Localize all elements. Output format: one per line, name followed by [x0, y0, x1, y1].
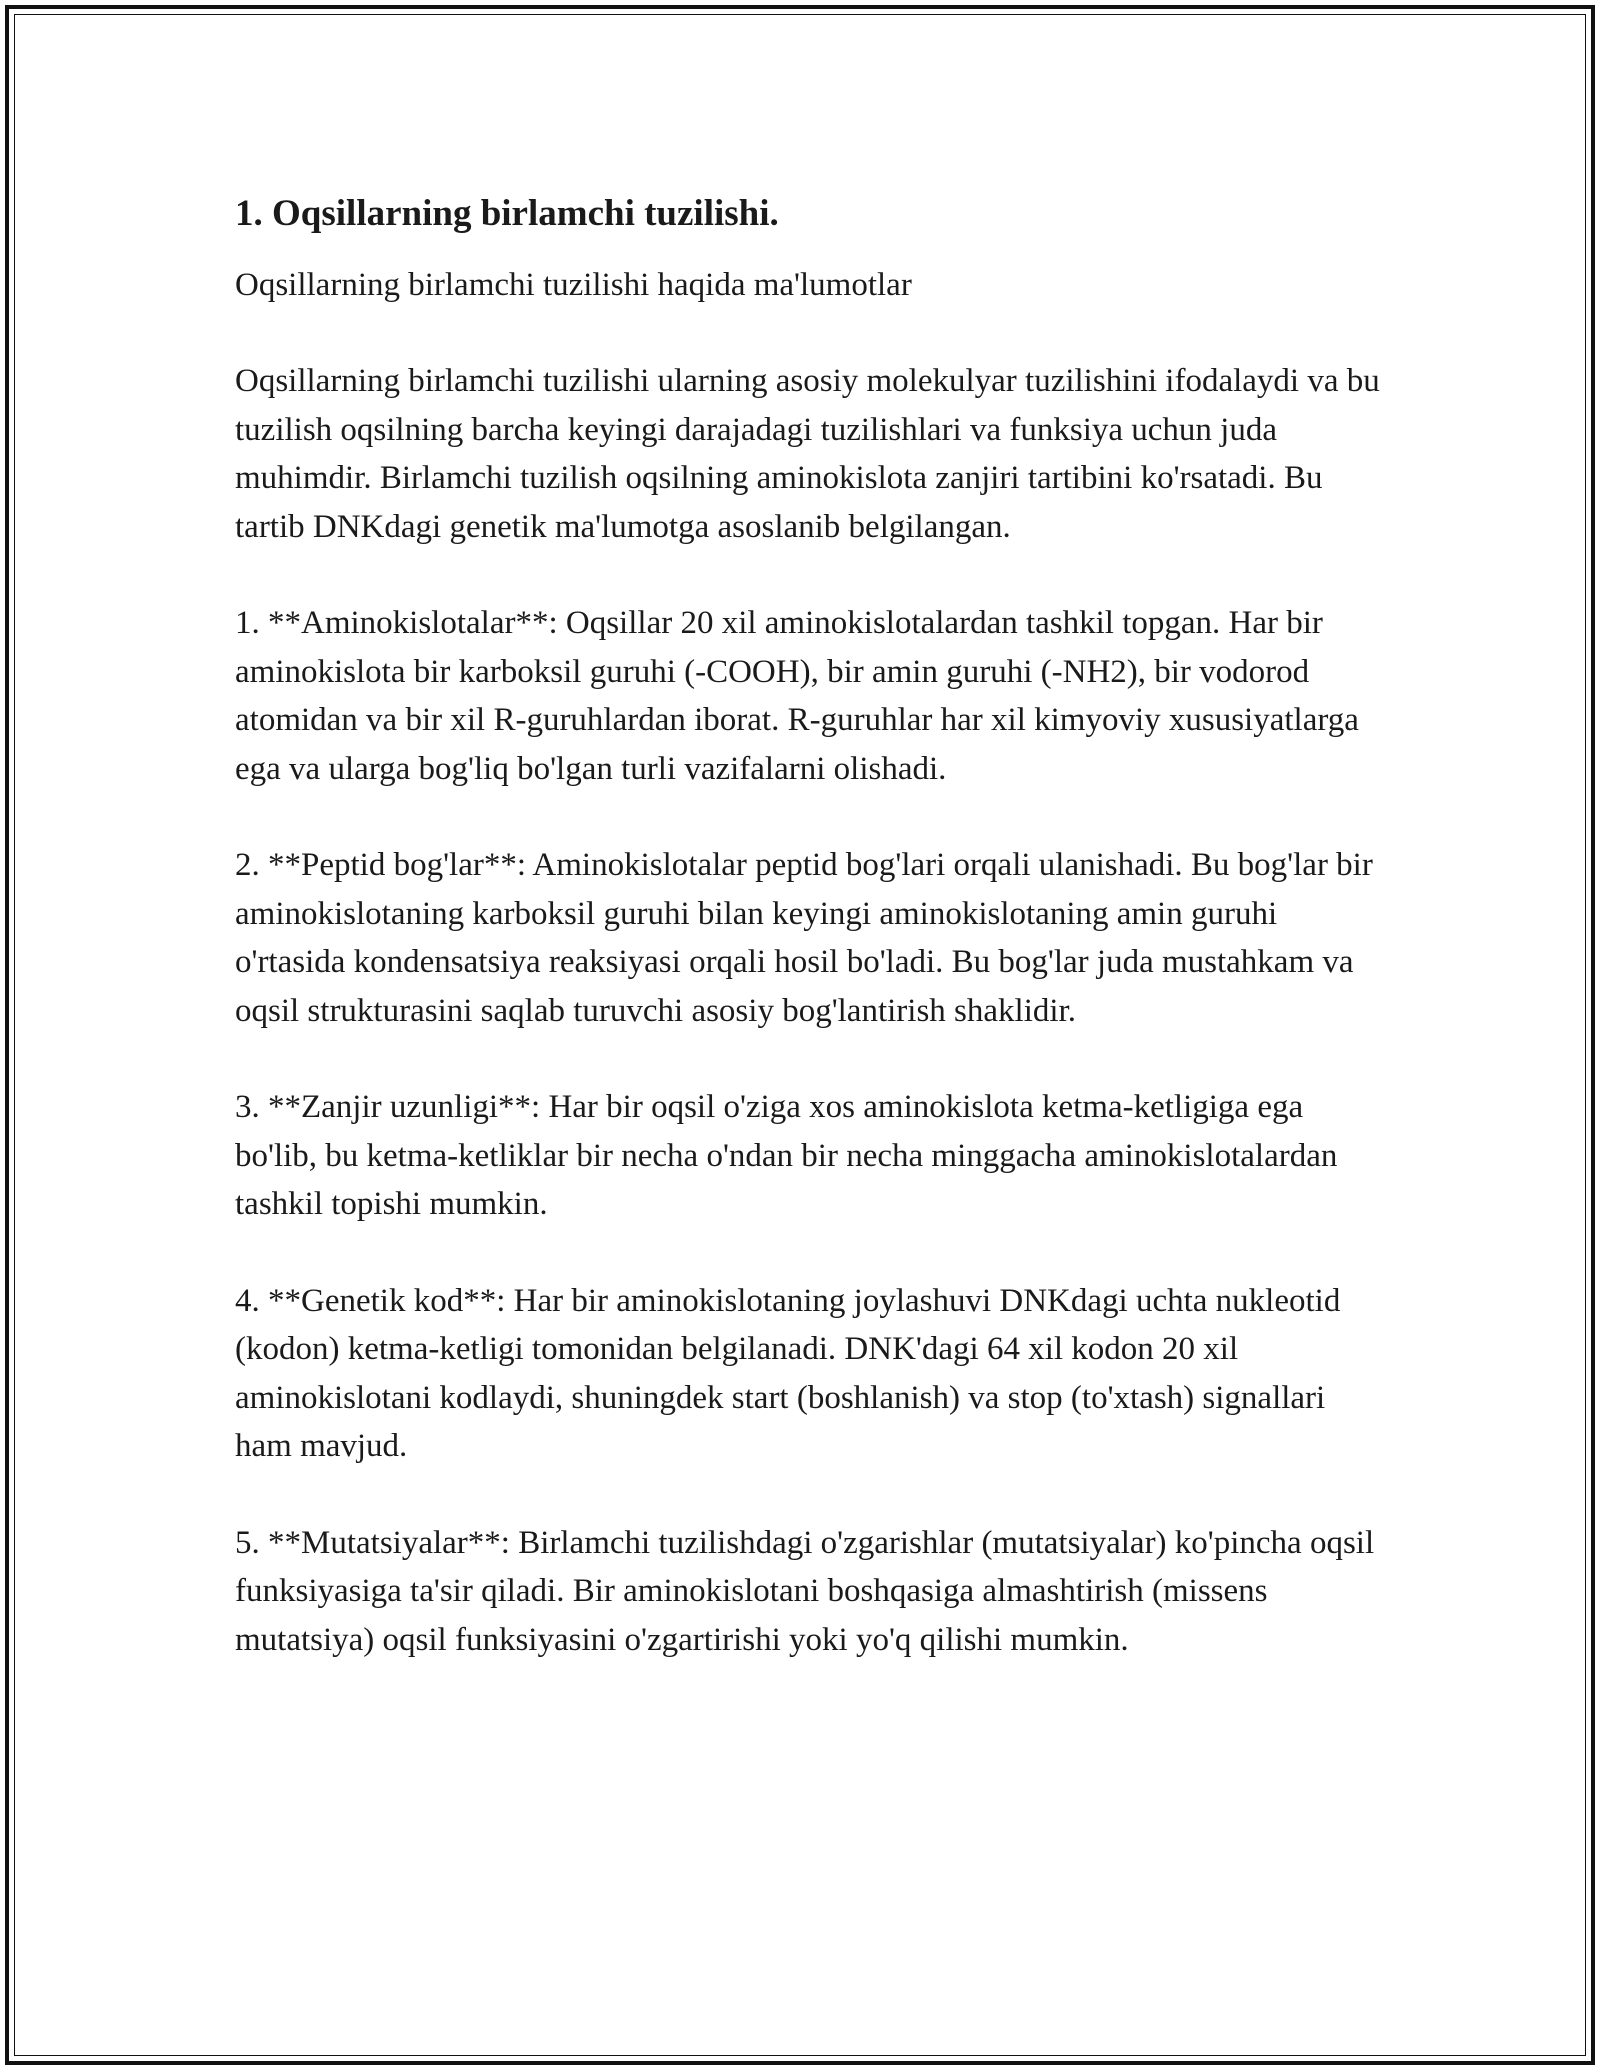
document-body [235, 190, 1385, 1664]
list-item-zanjir-uzunligi: 3. **Zanjir uzunligi**: Har bir oqsil o'ziga xos aminokislota ketma-ketligiga ega bo'lib, bu ketma-ketliklar bir necha o'ndan bir necha minggacha aminokislotalardan tashkil topishi mumkin. [235, 1089, 1338, 1222]
list-item-mutatsiyalar: 5. **Mutatsiyalar**: Birlamchi tuzilishdagi o'zgarishlar (mutatsiyalar) ko'pincha oqsil funksiyasiga ta'sir qiladi. Bir aminokislotani boshqasiga almashtirish (missens mutatsiya) oqsil funksiyasini o'zgartirishi yoki yo'q qilishi mumkin. [235, 1524, 1375, 1658]
list-item-peptid-boglar: 2. **Peptid bog'lar**: Aminokislotalar peptid bog'lari orqali ulanishadi. Bu bog'lar bir aminokislotaning karboksil guruhi bilan keyingi aminokislotaning amin guruhi o'rtasida kondensatsiya reaksiyasi orqali hosil bo'ladi. Bu bog'lar juda mustahkam va oqsil strukturasini saqlab turuvchi asosiy bog'lantirish shaklidir. [235, 847, 1373, 1029]
intro-paragraph: Oqsillarning birlamchi tuzilishi ularning asosiy molekulyar tuzilishini ifodalaydi va bu tuzilish oqsilning barcha keyingi darajadagi tuzilishlari va funksiya uchun juda muhimdir. Birlamchi tuzilish oqsilning aminokislota zanjiri tartibini ko'rsatadi. Bu tartib DNKdagi genetik ma'lumotga asoslanib belgilangan. [235, 363, 1380, 545]
document-subtitle: Oqsillarning birlamchi tuzilishi haqida ma'lumotlar [235, 267, 912, 303]
list-item-genetik-kod: 4. **Genetik kod**: Har bir aminokislotaning joylashuvi DNKdagi uchta nukleotid (kodon) ketma-ketligi tomonidan belgilanadi. DNK'dagi 64 xil kodon 20 xil aminokislotani kodlaydi, shuningdek start (boshlanish) va stop (to'xtash) signallari ham mavjud. [235, 1282, 1341, 1464]
document-title: 1. Oqsillarning birlamchi tuzilishi. [235, 193, 779, 234]
list-item-aminokislotalar: 1. **Aminokislotalar**: Oqsillar 20 xil aminokislotalardan tashkil topgan. Har bir aminokislota bir karboksil guruhi (-COOH), bir amin guruhi (-NH2), bir vodorod atomidan va bir xil R-guruhlardan iborat. R-guruhlar har xil kimyoviy xususiyatlarga ega va ularga bog'liq bo'lgan turli vazifalarni olishadi. [235, 605, 1359, 787]
